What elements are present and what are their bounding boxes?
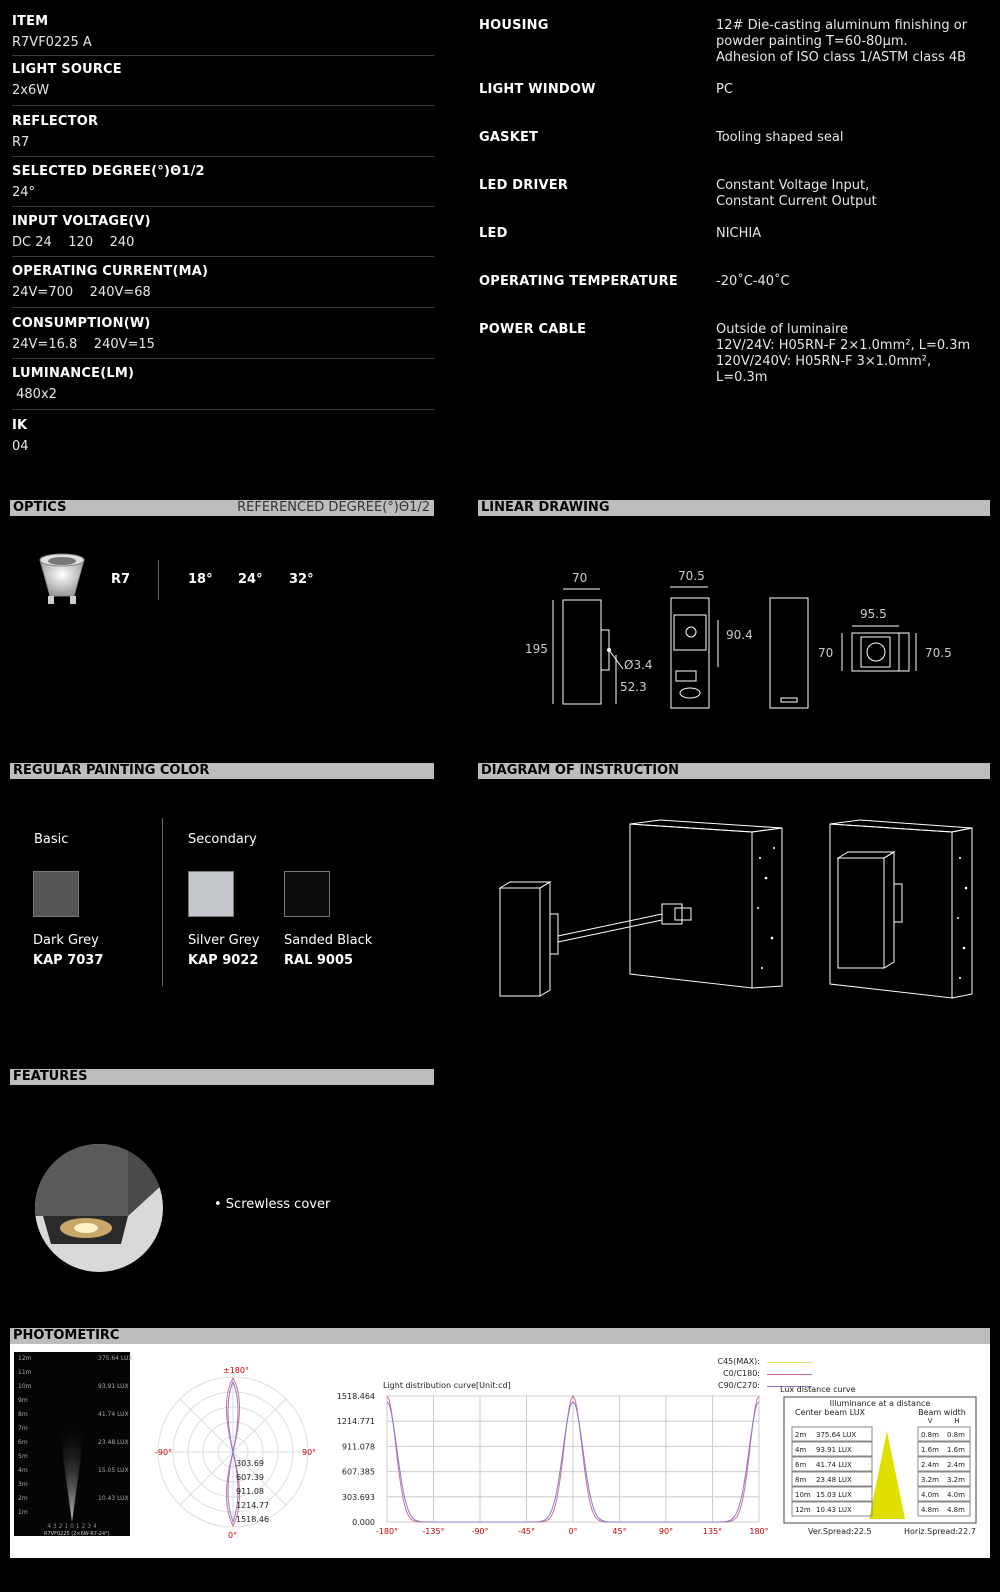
basic-label: Basic [34, 832, 69, 847]
spec-value: 480x2 [12, 387, 57, 402]
y-tick-label: 1214.771 [336, 1417, 375, 1427]
spec-label: IK [12, 418, 28, 433]
color-code: KAP 9022 [188, 953, 259, 968]
illum-v: 0.8m [921, 1431, 939, 1439]
illum-distance: 8m [795, 1476, 807, 1484]
x-tick-label: 45° [612, 1527, 627, 1536]
illum-v: 2.4m [921, 1461, 939, 1469]
spec-label: LUMINANCE(LM) [12, 366, 135, 381]
feature-image [33, 1142, 165, 1274]
lux-value-label: 23.48 LUX [98, 1439, 129, 1446]
spec-value: 24V=700 240V=68 [12, 285, 151, 300]
spec-value: 04 [12, 439, 29, 454]
ver-spread: Ver.Spread:22.5 [808, 1527, 872, 1536]
lux-axis: 4 3 2 1 0 1 2 3 4 [47, 1523, 97, 1530]
illum-h: 3.2m [947, 1476, 965, 1484]
lux-row-label: 1m [18, 1509, 28, 1516]
painting-color-header [10, 763, 434, 779]
polar-right-label: 90° [302, 1448, 317, 1457]
illum-title: Illuminance at a distance [829, 1399, 931, 1408]
dim-3-4: Ø3.4 [624, 658, 653, 672]
instruction-title: DIAGRAM OF INSTRUCTION [481, 763, 680, 778]
x-tick-label: 135° [702, 1527, 723, 1536]
illum-v: 4.8m [921, 1506, 939, 1514]
polar-diagram [150, 1360, 320, 1540]
feature-screwless-cover: • Screwless cover [214, 1197, 331, 1212]
beam-triangle [869, 1431, 905, 1519]
dim-52-3: 52.3 [620, 680, 647, 694]
illum-h: 4.8m [947, 1506, 965, 1514]
photometric-header [10, 1328, 990, 1344]
spec-label: INPUT VOLTAGE(V) [12, 214, 151, 229]
lux-row-label: 10m [18, 1383, 32, 1390]
dim-95-5: 95.5 [860, 607, 887, 621]
spec-value-right: Outside of luminaire 12V/24V: H05RN-F 2×1.0mm², L=0.3m 120V/240V: H05RN-F 3×1.0mm², L=0.3m [716, 322, 971, 385]
optics-divider [158, 560, 159, 600]
optics-ref-degree: REFERENCED DEGREE(°)Θ1/2 [237, 500, 430, 515]
spec-value: 24V=16.8 240V=15 [12, 337, 155, 352]
light-distribution-chart [335, 1378, 769, 1546]
polar-ring-2: 607.39 [236, 1473, 264, 1482]
spec-row-left [12, 160, 434, 207]
illum-lux: 375.64 LUX [816, 1431, 857, 1439]
lux-row-label: 4m [18, 1467, 28, 1474]
illum-lux: 41.74 LUX [816, 1461, 852, 1469]
illum-v: 1.6m [921, 1446, 939, 1454]
spec-label: OPERATING CURRENT(MA) [12, 264, 209, 279]
color-code: KAP 7037 [33, 953, 104, 968]
lux-caption: R7VF0225 (2×6W-R7-24°) [44, 1531, 110, 1537]
color-name: Dark Grey [33, 933, 99, 948]
lux-row-label: 9m [18, 1397, 28, 1404]
illum-lux: 10.43 LUX [816, 1506, 852, 1514]
lux-row-label: 8m [18, 1411, 28, 1418]
y-tick-label: 303.693 [341, 1492, 375, 1502]
instruction-diagram [490, 818, 980, 1014]
legend-line [767, 1374, 812, 1375]
degree-32: 32° [289, 572, 314, 587]
illum-h: 4.0m [947, 1491, 965, 1499]
polar-ring-5: 1518.46 [236, 1515, 270, 1524]
x-tick-label: -45° [517, 1527, 536, 1536]
beam-width-label: Beam width [918, 1408, 966, 1417]
color-swatch [33, 871, 79, 917]
spec-label: CONSUMPTION(W) [12, 316, 151, 331]
illum-v: 4.0m [921, 1491, 939, 1499]
x-tick-label: 90° [658, 1527, 674, 1536]
polar-ring-4: 1214.77 [236, 1501, 270, 1510]
h-label: H [954, 1417, 960, 1425]
color-swatch [188, 871, 234, 917]
legend-label: C90/C270: [717, 1381, 760, 1390]
linear-drawing-header [478, 500, 990, 516]
linear-drawing-title: LINEAR DRAWING [481, 500, 610, 515]
lux-distance-image [14, 1352, 133, 1537]
spec-value: R7VF0225 A [12, 35, 92, 50]
dim-70-b: 70 [818, 646, 834, 660]
x-tick-label: -90° [471, 1527, 489, 1536]
illum-h: 0.8m [947, 1431, 965, 1439]
dim-195: 195 [525, 642, 548, 656]
spec-label-right: LED [479, 226, 508, 241]
illum-distance: 2m [795, 1431, 807, 1439]
illum-lux: 93.91 LUX [816, 1446, 852, 1454]
optics-header [10, 500, 434, 516]
spec-row-left [12, 362, 434, 410]
chart-title: Light distribution curve[Unit:cd] [383, 1381, 511, 1390]
dim-90-4: 90.4 [726, 628, 753, 642]
lux-row-label: 11m [18, 1369, 32, 1376]
y-tick-label: 911.078 [341, 1442, 375, 1452]
spec-value-right: NICHIA [716, 226, 762, 241]
illum-distance: 4m [795, 1446, 807, 1454]
y-tick-label: 1518.464 [336, 1392, 375, 1401]
spec-label-right: HOUSING [479, 18, 549, 33]
photometric-title: PHOTOMETIRC [13, 1328, 120, 1343]
x-tick-label: 180° [749, 1527, 769, 1536]
lux-row-label: 7m [18, 1425, 28, 1432]
lux-row-label: 6m [18, 1439, 28, 1446]
secondary-label: Secondary [188, 832, 257, 847]
spec-row-left [12, 110, 434, 157]
optics-title: OPTICS [13, 500, 67, 515]
reflector-image [36, 552, 90, 610]
features-header [10, 1069, 434, 1085]
color-name: Sanded Black [284, 933, 373, 948]
legend-label: C45(MAX): [717, 1357, 760, 1366]
x-tick-label: 0° [568, 1527, 578, 1536]
painting-color-title: REGULAR PAINTING COLOR [13, 763, 210, 778]
polar-bottom-label: 0° [228, 1531, 238, 1540]
linear-drawing [520, 565, 960, 715]
degree-18: 18° [188, 572, 213, 587]
spec-row-left [12, 58, 434, 106]
lux-value-label: 10.43 LUX [98, 1495, 129, 1502]
center-beam-label: Center beam LUX [794, 1408, 866, 1417]
lux-row-label: 3m [18, 1481, 28, 1488]
spec-value-right: -20˚C-40˚C [716, 274, 790, 289]
spec-value: DC 24 120 240 [12, 235, 135, 250]
spec-label: LIGHT SOURCE [12, 62, 122, 77]
dim-70-5-b: 70.5 [925, 646, 952, 660]
spec-label: ITEM [12, 14, 49, 29]
v-label: V [927, 1417, 933, 1425]
x-tick-label: -135° [422, 1527, 445, 1536]
spec-row-left [12, 260, 434, 308]
y-tick-label: 607.385 [341, 1467, 375, 1477]
dim-70-5-a: 70.5 [678, 569, 705, 583]
illum-distance: 6m [795, 1461, 807, 1469]
legend-line [767, 1362, 812, 1363]
spec-label-right: GASKET [479, 130, 539, 145]
lux-value-label: 15.05 LUX [98, 1467, 129, 1474]
x-tick-label: -180° [375, 1527, 399, 1536]
lux-value-label: 41.74 LUX [98, 1411, 129, 1418]
degree-24: 24° [238, 572, 263, 587]
lux-row-label: 2m [18, 1495, 28, 1502]
color-swatch [284, 871, 330, 917]
spec-label-right: POWER CABLE [479, 322, 587, 337]
spec-value-right: 12# Die-casting aluminum finishing or powder painting T=60-80μm. Adhesion of ISO class 1/ASTM class 4B [716, 18, 968, 65]
lux-value-label: 93.91 LUX [98, 1383, 129, 1390]
illum-distance: 10m [795, 1491, 811, 1499]
illum-lux: 15.03 LUX [816, 1491, 852, 1499]
y-tick-label: 0.000 [352, 1518, 375, 1527]
hor-spread: Horiz.Spread:22.7 [904, 1527, 976, 1536]
spec-label: SELECTED DEGREE(°)Θ1/2 [12, 164, 205, 179]
spec-label-right: OPERATING TEMPERATURE [479, 274, 678, 289]
spec-row-left [12, 10, 434, 56]
illum-lux: 23.48 LUX [816, 1476, 852, 1484]
illum-h: 1.6m [947, 1446, 965, 1454]
illum-distance: 12m [795, 1506, 811, 1514]
dim-70-a: 70 [572, 571, 588, 585]
color-name: Silver Grey [188, 933, 260, 948]
spec-value-right: Tooling shaped seal [716, 130, 844, 145]
spec-row-left [12, 312, 434, 359]
spec-label-right: LED DRIVER [479, 178, 569, 193]
color-divider [162, 818, 163, 986]
polar-ring-1: 303.69 [236, 1459, 264, 1468]
optics-reflector-label: R7 [111, 572, 131, 587]
illuminance-table [780, 1395, 980, 1540]
spec-row-left [12, 210, 434, 257]
spec-row-left [12, 414, 434, 460]
spec-value-right: Constant Voltage Input, Constant Current Output [716, 178, 877, 209]
polar-top-label: ±180° [223, 1366, 249, 1375]
illum-h: 2.4m [947, 1461, 965, 1469]
spec-value: R7 [12, 135, 30, 150]
legend-label: C0/C180: [723, 1369, 760, 1378]
polar-left-label: -90° [155, 1448, 173, 1457]
instruction-header [478, 763, 990, 779]
lux-curve-title: Lux distance curve [780, 1385, 856, 1394]
spec-value: 2x6W [12, 83, 50, 98]
illum-v: 3.2m [921, 1476, 939, 1484]
lux-value-label: 375.64 LUX [98, 1355, 133, 1362]
spec-value: 24° [12, 185, 36, 200]
lux-row-label: 5m [18, 1453, 28, 1460]
polar-ring-3: 911.08 [236, 1487, 264, 1496]
color-code: RAL 9005 [284, 953, 354, 968]
lux-row-label: 12m [18, 1355, 32, 1362]
spec-value-right: PC [716, 82, 733, 97]
spec-label: REFLECTOR [12, 114, 99, 129]
spec-label-right: LIGHT WINDOW [479, 82, 596, 97]
features-title: FEATURES [13, 1069, 88, 1084]
